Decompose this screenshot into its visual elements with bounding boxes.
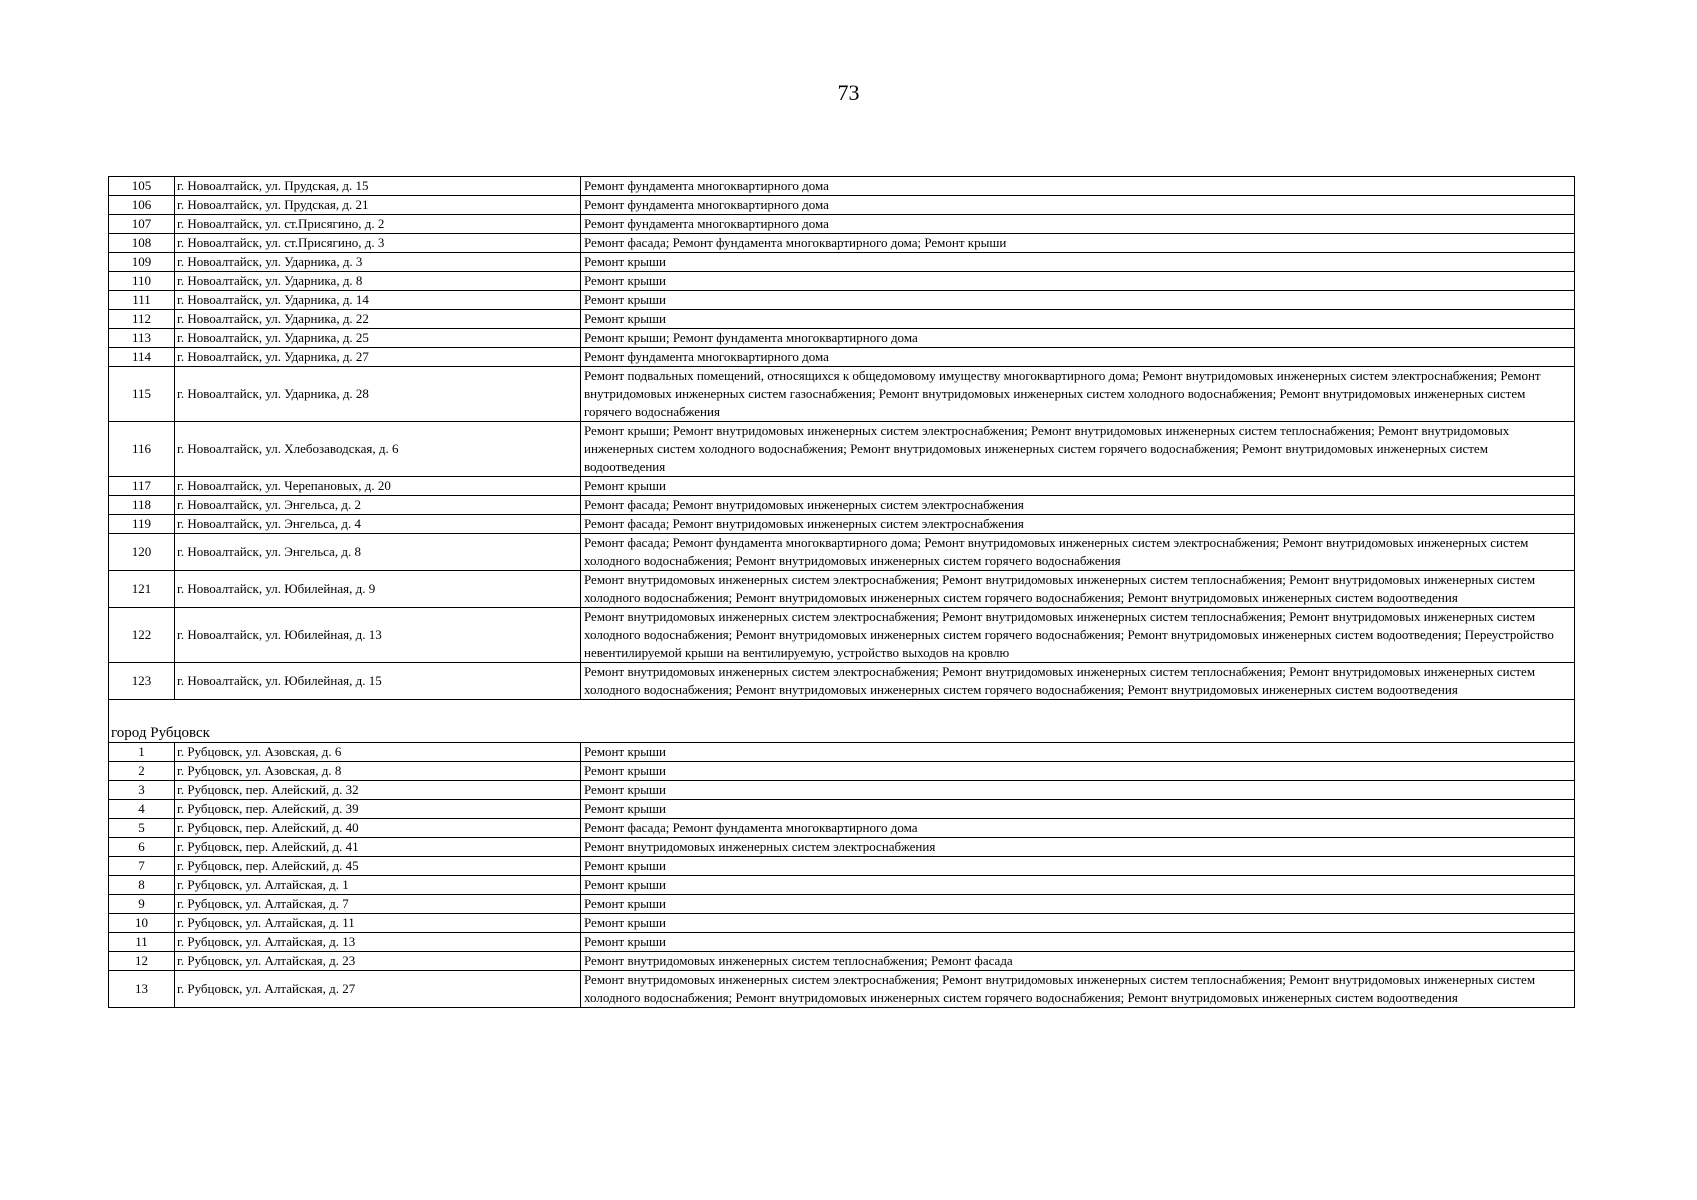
row-works: Ремонт крыши (581, 310, 1575, 329)
row-works: Ремонт крыши; Ремонт фундамента многоквартирного дома (581, 329, 1575, 348)
row-address: г. Новоалтайск, ул. Ударника, д. 8 (175, 272, 581, 291)
row-works: Ремонт крыши (581, 857, 1575, 876)
table-row (109, 608, 1575, 663)
row-works: Ремонт крыши (581, 743, 1575, 762)
row-number: 10 (109, 914, 175, 933)
row-address: г. Рубцовск, ул. Алтайская, д. 23 (175, 952, 581, 971)
row-works: Ремонт фундамента многоквартирного дома (581, 177, 1575, 196)
row-address: г. Новоалтайск, ул. Ударника, д. 3 (175, 253, 581, 272)
section-title: город Рубцовск (109, 700, 1575, 743)
row-address: г. Новоалтайск, ул. Юбилейная, д. 9 (175, 571, 581, 608)
row-address: г. Рубцовск, ул. Азовская, д. 6 (175, 743, 581, 762)
section-header-row (109, 700, 1575, 743)
row-address: г. Новоалтайск, ул. Юбилейная, д. 13 (175, 608, 581, 663)
table-row (109, 422, 1575, 477)
row-number: 1 (109, 743, 175, 762)
row-works: Ремонт крыши (581, 781, 1575, 800)
row-number: 7 (109, 857, 175, 876)
row-works: Ремонт фасада; Ремонт фундамента многоквартирного дома; Ремонт крыши (581, 234, 1575, 253)
row-address: г. Новоалтайск, ул. Энгельса, д. 2 (175, 496, 581, 515)
row-address: г. Новоалтайск, ул. Прудская, д. 15 (175, 177, 581, 196)
row-address: г. Рубцовск, ул. Алтайская, д. 11 (175, 914, 581, 933)
table-row (109, 534, 1575, 571)
table-row (109, 933, 1575, 952)
row-number: 13 (109, 971, 175, 1008)
row-works: Ремонт крыши (581, 876, 1575, 895)
row-address: г. Новоалтайск, ул. Энгельса, д. 4 (175, 515, 581, 534)
row-number: 110 (109, 272, 175, 291)
row-number: 111 (109, 291, 175, 310)
row-number: 11 (109, 933, 175, 952)
row-number: 121 (109, 571, 175, 608)
table-row (109, 663, 1575, 700)
row-number: 112 (109, 310, 175, 329)
row-works: Ремонт крыши (581, 272, 1575, 291)
table-body (109, 177, 1575, 1008)
table-row (109, 971, 1575, 1008)
table-row (109, 177, 1575, 196)
row-number: 105 (109, 177, 175, 196)
table-row (109, 857, 1575, 876)
row-address: г. Новоалтайск, ул. Юбилейная, д. 15 (175, 663, 581, 700)
row-address: г. Новоалтайск, ул. Черепановых, д. 20 (175, 477, 581, 496)
table-row (109, 743, 1575, 762)
row-address: г. Новоалтайск, ул. Хлебозаводская, д. 6 (175, 422, 581, 477)
row-works: Ремонт фундамента многоквартирного дома (581, 215, 1575, 234)
row-address: г. Рубцовск, ул. Алтайская, д. 1 (175, 876, 581, 895)
row-works: Ремонт крыши (581, 914, 1575, 933)
row-address: г. Новоалтайск, ул. Прудская, д. 21 (175, 196, 581, 215)
table-row (109, 876, 1575, 895)
table-row (109, 914, 1575, 933)
row-works: Ремонт внутридомовых инженерных систем электроснабжения; Ремонт внутридомовых инженерных систем теплоснабжения; Ремонт внутридомовых инженерных систем холодного водоснабжения; Ремонт внутридомовых инженерных систем горячего водоснабжения; Ремонт внутридомовых инженерных систем водоотведения (581, 663, 1575, 700)
row-number: 3 (109, 781, 175, 800)
row-address: г. Рубцовск, ул. Алтайская, д. 7 (175, 895, 581, 914)
table-row (109, 477, 1575, 496)
row-address: г. Рубцовск, пер. Алейский, д. 41 (175, 838, 581, 857)
row-address: г. Новоалтайск, ул. Ударника, д. 27 (175, 348, 581, 367)
row-address: г. Рубцовск, пер. Алейский, д. 40 (175, 819, 581, 838)
row-number: 118 (109, 496, 175, 515)
row-number: 106 (109, 196, 175, 215)
row-works: Ремонт подвальных помещений, относящихся к общедомовому имуществу многоквартирного дома; Ремонт внутридомовых инженерных систем электроснабжения; Ремонт внутридомовых инженерных систем газоснабжения; Ремонт внутридомовых инженерных систем холодного водоснабжения; Ремонт внутридомовых инженерных систем горячего водоснабжения (581, 367, 1575, 422)
row-number: 4 (109, 800, 175, 819)
table-row (109, 895, 1575, 914)
row-works: Ремонт крыши (581, 933, 1575, 952)
table-row (109, 819, 1575, 838)
table-row (109, 329, 1575, 348)
row-number: 8 (109, 876, 175, 895)
row-number: 12 (109, 952, 175, 971)
row-works: Ремонт фасада; Ремонт фундамента многоквартирного дома (581, 819, 1575, 838)
table-row (109, 367, 1575, 422)
row-number: 107 (109, 215, 175, 234)
row-address: г. Новоалтайск, ул. Ударника, д. 22 (175, 310, 581, 329)
table-row (109, 272, 1575, 291)
row-works: Ремонт фасада; Ремонт внутридомовых инженерных систем электроснабжения (581, 496, 1575, 515)
row-address: г. Рубцовск, ул. Азовская, д. 8 (175, 762, 581, 781)
table-row (109, 348, 1575, 367)
table-row (109, 496, 1575, 515)
row-works: Ремонт крыши (581, 762, 1575, 781)
row-number: 120 (109, 534, 175, 571)
table-row (109, 571, 1575, 608)
table-row (109, 952, 1575, 971)
row-works: Ремонт фасада; Ремонт внутридомовых инженерных систем электроснабжения (581, 515, 1575, 534)
row-works: Ремонт внутридомовых инженерных систем электроснабжения; Ремонт внутридомовых инженерных систем теплоснабжения; Ремонт внутридомовых инженерных систем холодного водоснабжения; Ремонт внутридомовых инженерных систем горячего водоснабжения; Ремонт внутридомовых инженерных систем водоотведения (581, 571, 1575, 608)
row-works: Ремонт внутридомовых инженерных систем электроснабжения; Ремонт внутридомовых инженерных систем теплоснабжения; Ремонт внутридомовых инженерных систем холодного водоснабжения; Ремонт внутридомовых инженерных систем горячего водоснабжения; Ремонт внутридомовых инженерных систем водоотведения; Переустройство невентилируемой крыши на вентилируемую, устройство выходов на кровлю (581, 608, 1575, 663)
table-row (109, 291, 1575, 310)
row-address: г. Рубцовск, ул. Алтайская, д. 13 (175, 933, 581, 952)
row-works: Ремонт крыши (581, 800, 1575, 819)
table-row (109, 838, 1575, 857)
row-works: Ремонт внутридомовых инженерных систем электроснабжения; Ремонт внутридомовых инженерных систем теплоснабжения; Ремонт внутридомовых инженерных систем холодного водоснабжения; Ремонт внутридомовых инженерных систем горячего водоснабжения; Ремонт внутридомовых инженерных систем водоотведения (581, 971, 1575, 1008)
table-row (109, 515, 1575, 534)
row-works: Ремонт внутридомовых инженерных систем теплоснабжения; Ремонт фасада (581, 952, 1575, 971)
row-number: 9 (109, 895, 175, 914)
row-number: 119 (109, 515, 175, 534)
row-works: Ремонт крыши (581, 291, 1575, 310)
row-works: Ремонт крыши (581, 253, 1575, 272)
row-number: 115 (109, 367, 175, 422)
row-address: г. Новоалтайск, ул. Ударника, д. 14 (175, 291, 581, 310)
row-address: г. Рубцовск, пер. Алейский, д. 32 (175, 781, 581, 800)
row-address: г. Новоалтайск, ул. ст.Присягино, д. 2 (175, 215, 581, 234)
table-row (109, 781, 1575, 800)
row-number: 108 (109, 234, 175, 253)
table-row (109, 762, 1575, 781)
row-number: 116 (109, 422, 175, 477)
table-row (109, 234, 1575, 253)
row-address: г. Новоалтайск, ул. ст.Присягино, д. 3 (175, 234, 581, 253)
row-works: Ремонт крыши (581, 477, 1575, 496)
row-works: Ремонт фасада; Ремонт фундамента многоквартирного дома; Ремонт внутридомовых инженерных систем электроснабжения; Ремонт внутридомовых инженерных систем холодного водоснабжения; Ремонт внутридомовых инженерных систем горячего водоснабжения (581, 534, 1575, 571)
row-works: Ремонт фундамента многоквартирного дома (581, 196, 1575, 215)
row-works: Ремонт фундамента многоквартирного дома (581, 348, 1575, 367)
table-row (109, 800, 1575, 819)
row-address: г. Новоалтайск, ул. Ударника, д. 28 (175, 367, 581, 422)
row-number: 5 (109, 819, 175, 838)
row-works: Ремонт внутридомовых инженерных систем электроснабжения (581, 838, 1575, 857)
row-works: Ремонт крыши; Ремонт внутридомовых инженерных систем электроснабжения; Ремонт внутридомовых инженерных систем теплоснабжения; Ремонт внутридомовых инженерных систем холодного водоснабжения; Ремонт внутридомовых инженерных систем горячего водоснабжения; Ремонт внутридомовых инженерных систем водоотведения (581, 422, 1575, 477)
row-address: г. Рубцовск, пер. Алейский, д. 45 (175, 857, 581, 876)
row-works: Ремонт крыши (581, 895, 1575, 914)
row-address: г. Новоалтайск, ул. Ударника, д. 25 (175, 329, 581, 348)
row-address: г. Рубцовск, ул. Алтайская, д. 27 (175, 971, 581, 1008)
row-number: 6 (109, 838, 175, 857)
row-address: г. Новоалтайск, ул. Энгельса, д. 8 (175, 534, 581, 571)
row-number: 2 (109, 762, 175, 781)
repair-table (108, 176, 1575, 1008)
row-number: 117 (109, 477, 175, 496)
row-number: 113 (109, 329, 175, 348)
row-number: 123 (109, 663, 175, 700)
page-number: 73 (837, 80, 860, 105)
row-number: 109 (109, 253, 175, 272)
row-number: 114 (109, 348, 175, 367)
table-row (109, 215, 1575, 234)
table-row (109, 196, 1575, 215)
row-address: г. Рубцовск, пер. Алейский, д. 39 (175, 800, 581, 819)
row-number: 122 (109, 608, 175, 663)
table-row (109, 253, 1575, 272)
table-row (109, 310, 1575, 329)
